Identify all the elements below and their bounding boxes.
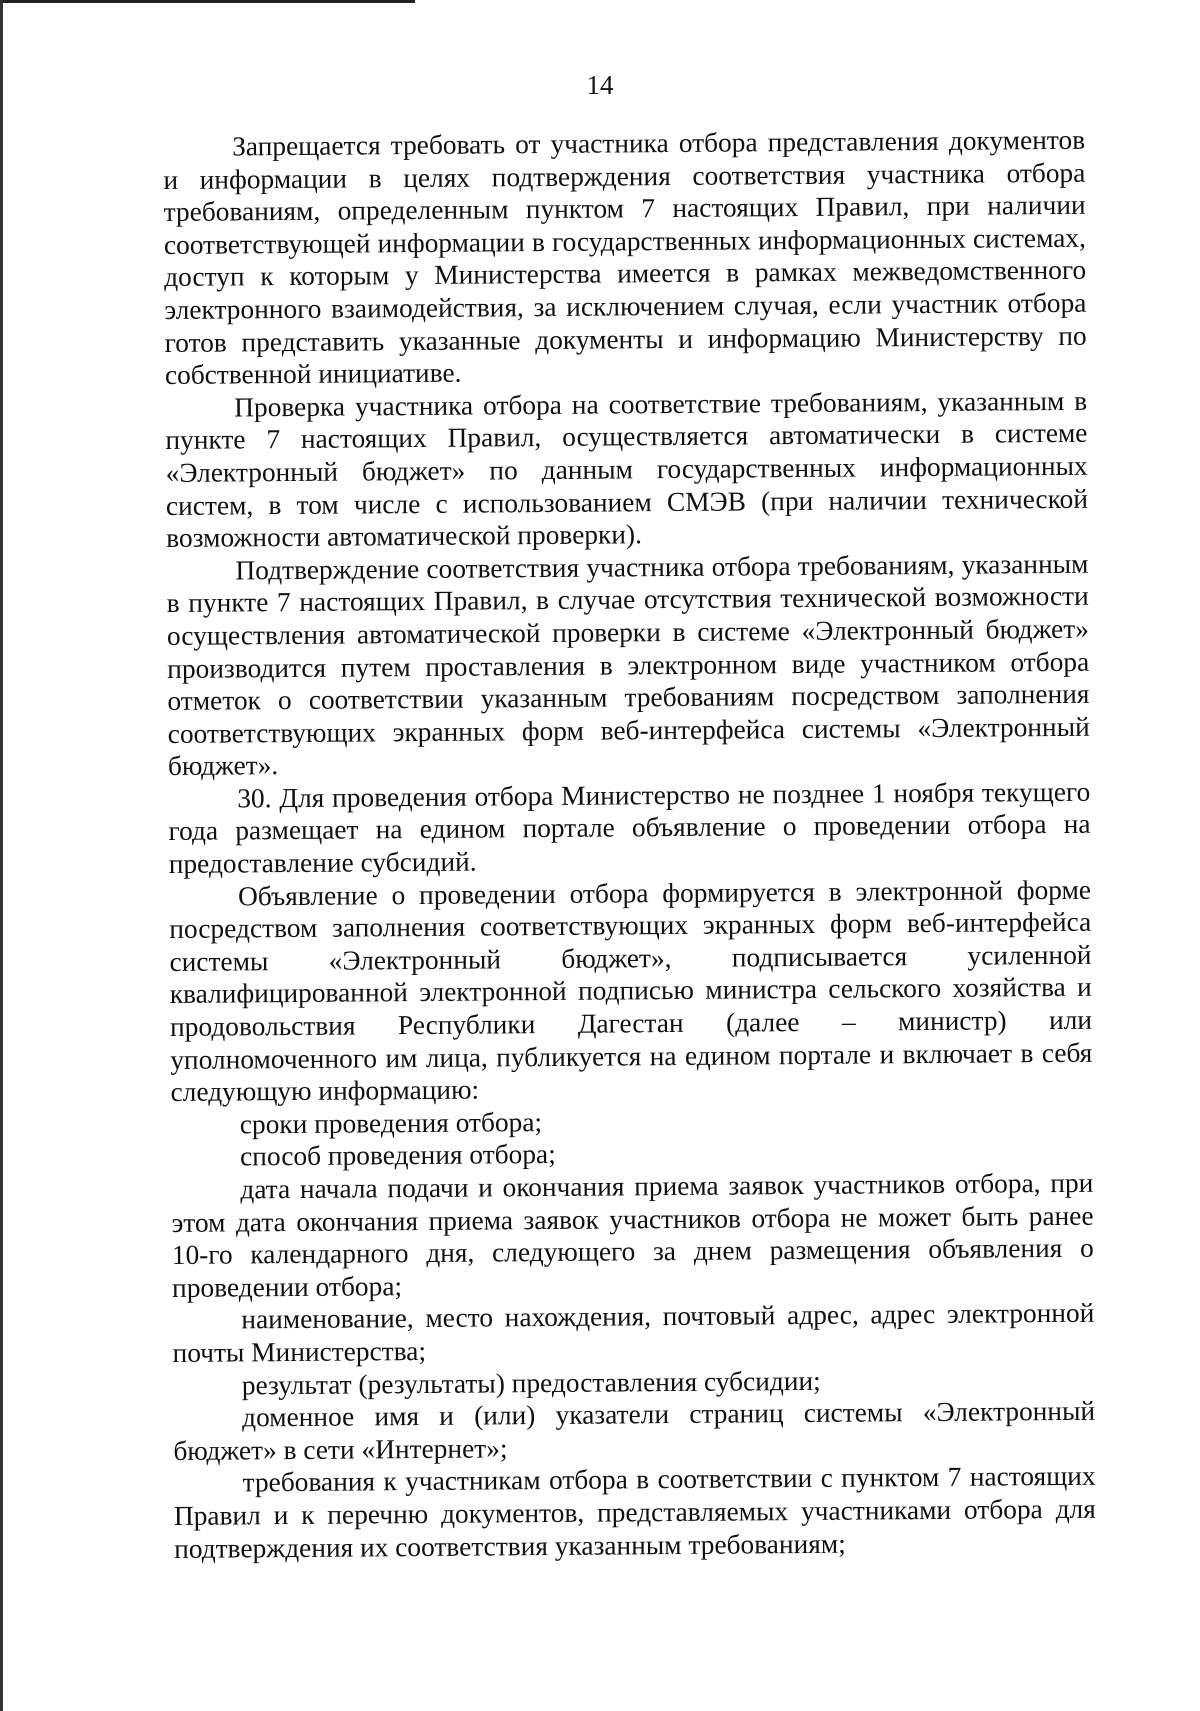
list-item-domain-name: доменное имя и (или) указатели страниц системы «Электронный бюджет» в сети «Интернет»; bbox=[173, 1395, 1096, 1466]
paragraph-automatic-check: Проверка участника отбора на соответствие требованиям, указанным в пункте 7 настоящих Правил, осуществляется автоматически в системе «Электронный бюджет» по данным государственных информационных систем, в том числе с использованием СМЭВ (при наличии технической возможности автоматической проверки). bbox=[165, 385, 1089, 554]
scan-edge-left bbox=[0, 0, 3, 1711]
list-item-application-dates: дата начала подачи и окончания приема заявок участников отбора, при этом дата окончания приема заявок участников отбора не может быть ранее 10-го календарного дня, следующего за днем размещения объявления о проведении отбора; bbox=[171, 1167, 1094, 1303]
list-item-ministry-contacts: наименование, место нахождения, почтовый адрес, адрес электронной почты Министерства; bbox=[172, 1298, 1095, 1368]
list-item-selection-dates: сроки проведения отбора; bbox=[239, 1106, 543, 1140]
paragraph-announcement-form: Объявление о проведении отбора формируется в электронной форме посредством заполнения соответствующих экранных форм веб-интерфейса системы «Электронный бюджет», подписывается усиленной квалифицированной электронной подписью министра сельского хозяйства и продовольствия Республики Дагестан (далее – министр) или уполномоченного им лица, публикуется на едином портале и включает в себя следующую информацию: bbox=[169, 874, 1093, 1108]
list-item-selection-method: способ проведения отбора; bbox=[239, 1139, 556, 1172]
document-body bbox=[163, 124, 1096, 1565]
paragraph-manual-confirmation: Подтверждение соответствия участника отбора требованиям, указанным в пункте 7 настоящих Правил, в случае отсутствия технической возможности осуществления автоматической проверки в системе «Электронный бюджет» производится путем проставления в электронном виде участником отбора отметок о соответствии указанным требованиям посредством заполнения соответствующих экранных форм веб-интерфейса системы «Электронный бюджет». bbox=[166, 548, 1090, 782]
paragraph-clause-30: 30. Для проведения отбора Министерство не позднее 1 ноября текущего года размещает на едином портале объявление о проведении отбора на предоставление субсидий. bbox=[168, 776, 1091, 880]
paragraph-document-request-prohibition: Запрещается требовать от участника отбора представления документов и информации в целях подтверждения соответствия участника отбора требованиям, определенным пунктом 7 настоящих Правил, при наличии соответствующей информации в государственных информационных системах, доступ к которым у Министерства имеется в рамках межведомственного электронного взаимодействия, за исключением случая, если участник отбора готов представить указанные документы и информацию Министерству по собственной инициативе. bbox=[163, 124, 1087, 391]
list-item-subsidy-result: результат (результаты) предоставления субсидии; bbox=[241, 1365, 821, 1400]
page-number: 14 bbox=[586, 70, 614, 100]
scan-edge-top bbox=[0, 0, 415, 3]
list-item-participant-requirements: требования к участникам отбора в соответствии с пунктом 7 настоящих Правил и к перечню документов, представляемых участниками отбора для подтверждения их соответствия указанным требованиям; bbox=[173, 1461, 1096, 1564]
